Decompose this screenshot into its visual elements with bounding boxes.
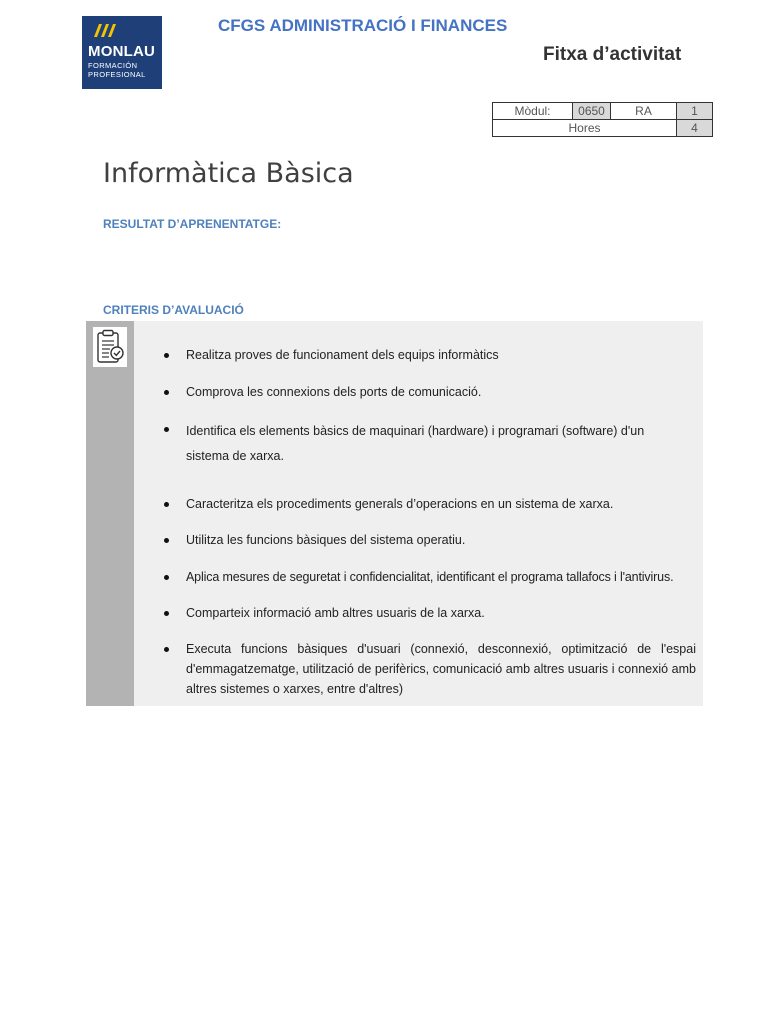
criteria-item: Executa funcions bàsiques d'usuari (connexió, desconnexió, optimització de l'espai d'emmagatzematge, utilització de perifèrics, comunicació amb altres usuaris i connexió amb altres sistemes o xarxes, entre d'altres) [186,639,696,699]
monlau-logo [82,16,162,89]
logo-name: MONLAU [88,43,156,60]
criteria-item: Identifica els elements bàsics de maquinari (hardware) i programari (software) d'un sistema de xarxa. [186,419,666,469]
page-title: Informàtica Bàsica [103,158,354,189]
program-title: CFGS ADMINISTRACIÓ I FINANCES [218,16,508,35]
hores-value: 4 [677,120,713,137]
modul-value: 0650 [573,103,611,120]
criteria-item: Utilitza les funcions bàsiques del sistema operatiu. [186,530,696,550]
criteria-item: Comparteix informació amb altres usuaris de la xarxa. [186,603,696,623]
flame-logo-icon [92,22,156,38]
hores-label: Hores [493,120,677,137]
modul-label: Mòdul: [493,103,573,120]
logo-subtitle-line1: FORMACIÓN [88,61,138,70]
criteria-item: Comprova les connexions dels ports de comunicació. [186,382,696,402]
criteria-item: Realitza proves de funcionament dels equips informàtics [186,345,696,365]
logo-subtitle-line2: PROFESIONAL [88,70,146,79]
module-row [493,103,713,120]
ra-label: RA [611,103,677,120]
criteria-list [100,345,696,699]
ra-value: 1 [677,103,713,120]
hours-row [493,120,713,137]
criteria-item: Aplica mesures de seguretat i confidencialitat, identificant el programa tallafocs i l'antivirus. [186,567,696,587]
module-info-table [492,102,713,137]
document-type: Fitxa d’activitat [543,44,682,65]
criteris-heading: CRITERIS D’AVALUACIÓ [103,303,244,317]
criteria-item: Caracteritza els procediments generals d’operacions en un sistema de xarxa. [186,494,696,514]
logo-subtitle [88,61,156,79]
resultat-heading: RESULTAT D’APRENENTATGE: [103,217,282,231]
